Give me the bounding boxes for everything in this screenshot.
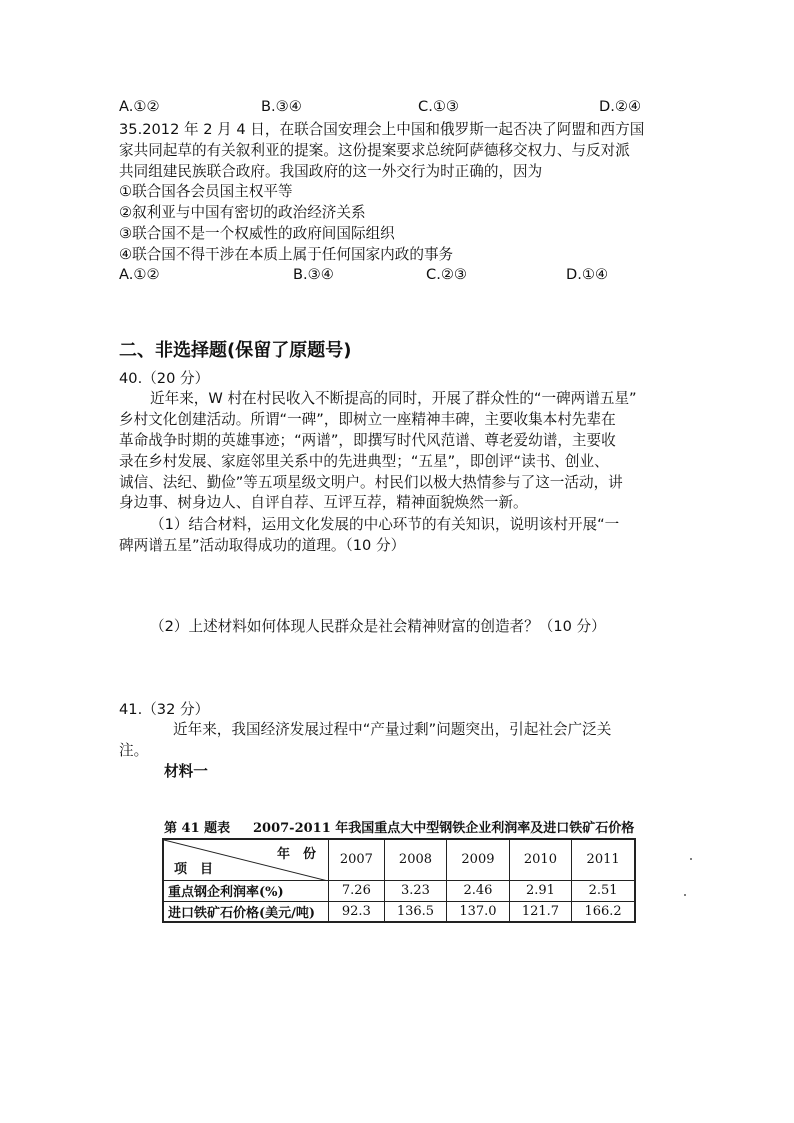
q35-option-d: D.①④ [566,266,609,283]
q34-option-a: A.①② [119,98,160,115]
q40-sub1-line-2: 碑两谱五星”活动取得成功的道理。（10 分） [119,537,406,554]
section-2-title: 二、非选择题(保留了原题号) [119,340,352,361]
q34-option-c: C.①③ [418,98,459,115]
table-cell: 166.2 [572,901,635,922]
q40-material-line-6: 身边事、树身边人、自评自荐、互评互荐，精神面貌焕然一新。 [119,494,528,511]
table-header-row [163,839,635,880]
q41-material-label: 材料一 [164,763,208,780]
q40-material-line-1: 近年来，W 村在村民收入不断提高的同时，开展了群众性的“一碑两谱五星” [150,390,637,407]
table-cell: 121.7 [509,901,571,922]
scan-speck [690,858,692,860]
year-2007: 2007 [329,839,385,880]
table-cell: 2.51 [572,880,635,901]
q34-option-b: B.③④ [261,98,302,115]
q35-stem-line-3: 共同组建民族联合政府。我国政府的这一外交行为时正确的，因为 [119,163,543,180]
table-cell: 3.23 [384,880,446,901]
scan-speck [684,894,686,896]
table-cell: 136.5 [384,901,446,922]
row-label-profit: 重点钢企利润率(%) [163,880,329,901]
steel-data-table [162,838,636,923]
table-row-profit [163,880,635,901]
header-year-label: 年 份 [276,847,316,862]
q35-stem-line-2: 家共同起草的有关叙利亚的提案。这份提案要求总统阿萨德移交权力、与反对派 [119,142,630,159]
q35-option-b: B.③④ [293,266,334,283]
year-2009: 2009 [447,839,509,880]
q35-stem-line-1: 35.2012 年 2 月 4 日，在联合国安理会上中国和俄罗斯一起否决了阿盟和西方国 [119,121,645,138]
q40-number: 40.（20 分） [119,370,210,387]
q40-sub2: （2）上述材料如何体现人民群众是社会精神财富的创造者？（10 分） [150,618,606,635]
q35-item-2: ②叙利亚与中国有密切的政治经济关系 [119,204,366,221]
table-caption-title: 2007-2011 年我国重点大中型钢铁企业利润率及进口铁矿石价格 [253,821,635,836]
table-row-ore-price [163,901,635,922]
table-header-diagonal-cell [163,839,329,880]
q35-option-a: A.①② [119,266,160,283]
year-2011: 2011 [572,839,635,880]
q40-material-line-2: 乡村文化创建活动。所谓“一碑”，即树立一座精神丰碑，主要收集本村先辈在 [119,411,616,428]
table-cell: 7.26 [329,880,385,901]
table-cell: 137.0 [447,901,509,922]
q35-item-3: ③联合国不是一个权威性的政府间国际组织 [119,225,395,242]
table-cell: 2.46 [447,880,509,901]
q35-item-1: ①联合国各会员国主权平等 [119,183,293,200]
header-item-label: 项 目 [174,861,214,877]
q40-material-line-4: 录在乡村发展、家庭邻里关系中的先进典型；“五星”，即创评“读书、创业、 [119,453,609,470]
year-2010: 2010 [509,839,571,880]
q41-number: 41.（32 分） [119,701,210,718]
row-label-ore-price: 进口铁矿石价格(美元/吨) [163,901,329,922]
q34-option-d: D.②④ [599,98,642,115]
q41-intro-line-2: 注。 [119,742,149,759]
q35-option-c: C.②③ [426,266,467,283]
table-cell: 2.91 [509,880,571,901]
q40-material-line-5: 诚信、法纪、勤俭”等五项星级文明户。村民们以极大热情参与了这一活动，讲 [119,474,623,491]
q35-item-4: ④联合国不得干涉在本质上属于任何国家内政的事务 [119,246,454,263]
q40-material-line-3: 革命战争时期的英雄事迹；“两谱”，即撰写时代风范谱、尊老爱幼谱，主要收 [119,432,616,449]
table-caption-number: 第 41 题表 [164,821,231,836]
year-2008: 2008 [384,839,446,880]
q40-sub1-line-1: （1）结合材料，运用文化发展的中心环节的有关知识，说明该村开展“一 [150,516,620,533]
q41-intro-line-1: 近年来，我国经济发展过程中“产量过剩”问题突出，引起社会广泛关 [173,721,612,738]
table-cell: 92.3 [329,901,385,922]
